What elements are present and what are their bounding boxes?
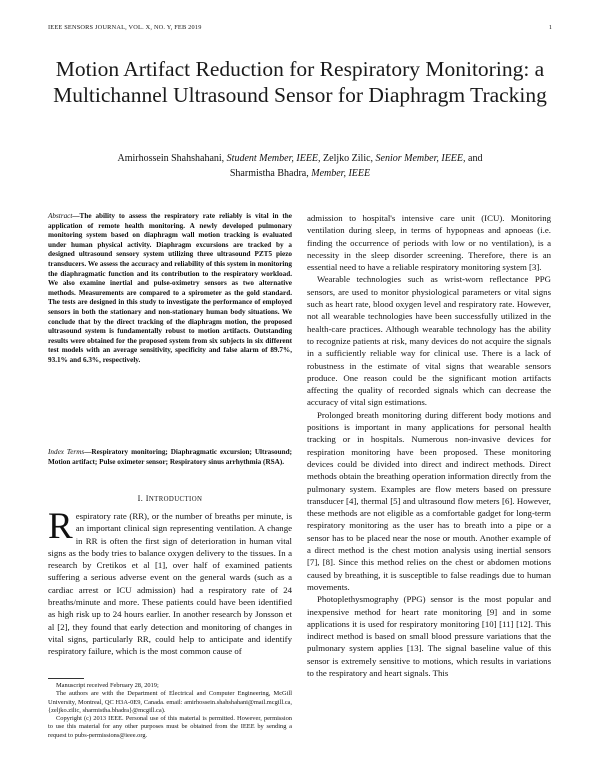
running-header: IEEE SENSORS JOURNAL, VOL. X, NO. Y, FEB 2019	[48, 24, 202, 31]
author-membership: Student Member, IEEE,	[226, 153, 321, 164]
paragraph: Prolonged breath monitoring during different body motions and positions is important in many applications for personal health tracking or in hospitals. Numerous non-invasive devices for respiration monitoring have been proposed. These monitoring devices could be divided into direct and indirect methods. Direct methods obtain the breathing operation information directly from the pulmonary system. Examples are flow meters based on pressure transducer [4], thermal [5] and ultrasound flow meters [6]. However, these methods are not eligible as a comfortable gadget for long-term respiratory monitoring as the user has to breath into a pipe or a sensor has to be placed near the nose or mouth. Another example of a direct method is the chest motion analysis using inertial sensors [7], [8]. Since this method relies on the chest or abdomen motions caused by breathing, it is susceptible to false readings due to human movements.	[307, 409, 551, 592]
index-terms	[48, 448, 292, 467]
author-membership: Senior Member, IEEE,	[375, 153, 466, 164]
paragraph: admission to hospital's intensive care unit (ICU). Monitoring ventilation during sleep, in terms of hypopneas and apnoeas (i.e. finding the occurrence of periods with low or no ventilation), is a necessity in the sleep disorder screening. Therefore, there is an essential need to have a reliable respiratory monitoring system [3].	[307, 213, 551, 273]
author-membership: Member, IEEE	[311, 167, 371, 179]
index-terms-text: —Respiratory monitoring; Diaphragmatic excursion; Ultrasound; Motion artifact; Pulse oximeter sensor; Respiratory sinus arrhythmia (RSA).	[48, 448, 293, 466]
index-terms-label: Index Terms	[48, 448, 85, 456]
paragraph: Wearable technologies such as wrist-worn reflectance PPG sensors, are used to monitor physiological parameters or vital signs such as heart rate, blood oxygen level and respiratory rate. However, not all wearable technologies have been successfully utilized in the health-care practices. Although wearable technology has the ability to recognize patients at risk, many devices do not acquire the signals in a sufficiently reliable way for clinical use. There is a lack of robustness in the estimate of vital signs that wearable sensors produce. One reason could be the significant motion artifacts affecting the quality of recorded signals which can decrease the accuracy of vital sign estimations.	[307, 274, 551, 408]
paper-title: Motion Artifact Reduction for Respiratory Monitoring: a Multichannel Ultrasound Sensor for Diaphragm Tracking	[53, 57, 547, 107]
footnotes	[48, 682, 292, 740]
author-conjunction: and	[468, 153, 483, 164]
author-name: Sharmistha Bhadra,	[229, 167, 309, 179]
introduction-body: espiratory rate (RR), or the number of breaths per minute, is an important clinical sign representing ventilation. A change in RR is often the first sign of deterioration in human vital signs as the body tries to balance oxygen delivery to the tissues. In a research by Cretikos et al [1], over half of examined patients suffering a serious adverse event on the general wards (such as a cardiac arrest or ICU admission) had a respiratory rate of 24 breaths/minute and more. These patients could have been identified as high risk up to 24 hours earlier. In another research by Jonsson et al [2], they found that early detection and monitoring of changes in vital signs, particularly RR, could help to anticipate and identify respiratory failure, which is the most common cause of	[48, 511, 292, 657]
abstract-label: Abstract	[48, 212, 73, 220]
page-number: 1	[548, 24, 552, 31]
footnote-affiliation: The authors are with the Department of Electrical and Computer Engineering, McGill University, Montreal, QC H3A-0E9, Canada. email: amirhossein.shahshahani@mail.mcgill.ca, {zeljko.zilic, sharmistha.bhadra}@mcgill.ca).	[48, 690, 292, 714]
introduction-text	[48, 506, 292, 658]
footnote-copyright: Copyright (c) 2013 IEEE. Personal use of this material is permitted. However, permission to use this material for any other purposes must be obtained from the IEEE by sending a request to pubs-permissions@ieee.org.	[48, 715, 292, 739]
author-list	[60, 152, 540, 181]
abstract	[48, 212, 292, 366]
drop-cap: R	[48, 506, 73, 547]
right-column-text	[307, 212, 551, 679]
author-name: Amirhossein Shahshahani,	[117, 153, 225, 164]
footnote-rule	[48, 678, 84, 679]
author-name: Zeljko Zilic,	[323, 153, 374, 164]
section-heading: I. INTRODUCTION	[137, 494, 203, 503]
abstract-text: —The ability to assess the respiratory rate reliably is vital in the application of remote health monitoring. A newly developed pulmonary monitoring system based on diaphragm wall motion tracking is evaluated under human physical activity. Diaphragm excursions are tracked by a designed ultrasound sensory system utilizing three ultrasound PZT5 piezo transducers. We assess the accuracy and reliability of this system in monitoring the diaphragmatic function and its contribution to the respiratory workload. We also examine inertial and pulse-oximetry sensors as two alternative methods. Measurements are compared to a spirometer as the gold standard. The tests are designed in this study to investigate the performance of employed sensors in both the stationary and non-stationary human body situations. We conclude that by the direct tracking of the diaphragm motion, the proposed ultrasound system is fundamentally robust to motion artifacts. Outstanding results were obtained for the proposed system from six subjects in six different test models with an average sensitivity, specificity and false alarm of 89.7%, 93.1% and 6.3%, respectively.	[48, 212, 292, 364]
paragraph: Photoplethysmography (PPG) sensor is the most popular and inexpensive method for heart rate monitoring [9] and in some applications it is used for respiratory monitoring [10] [11] [12]. This indirect method is based on small blood pressure variations that the pulmonary system applies [13]. The signal baseline value of this sensor is extremely sensitive to motions, which results in variations to the respiratory and heart signals. This	[307, 594, 551, 678]
footnote-received: Manuscript received February 28, 2019;	[56, 682, 159, 689]
